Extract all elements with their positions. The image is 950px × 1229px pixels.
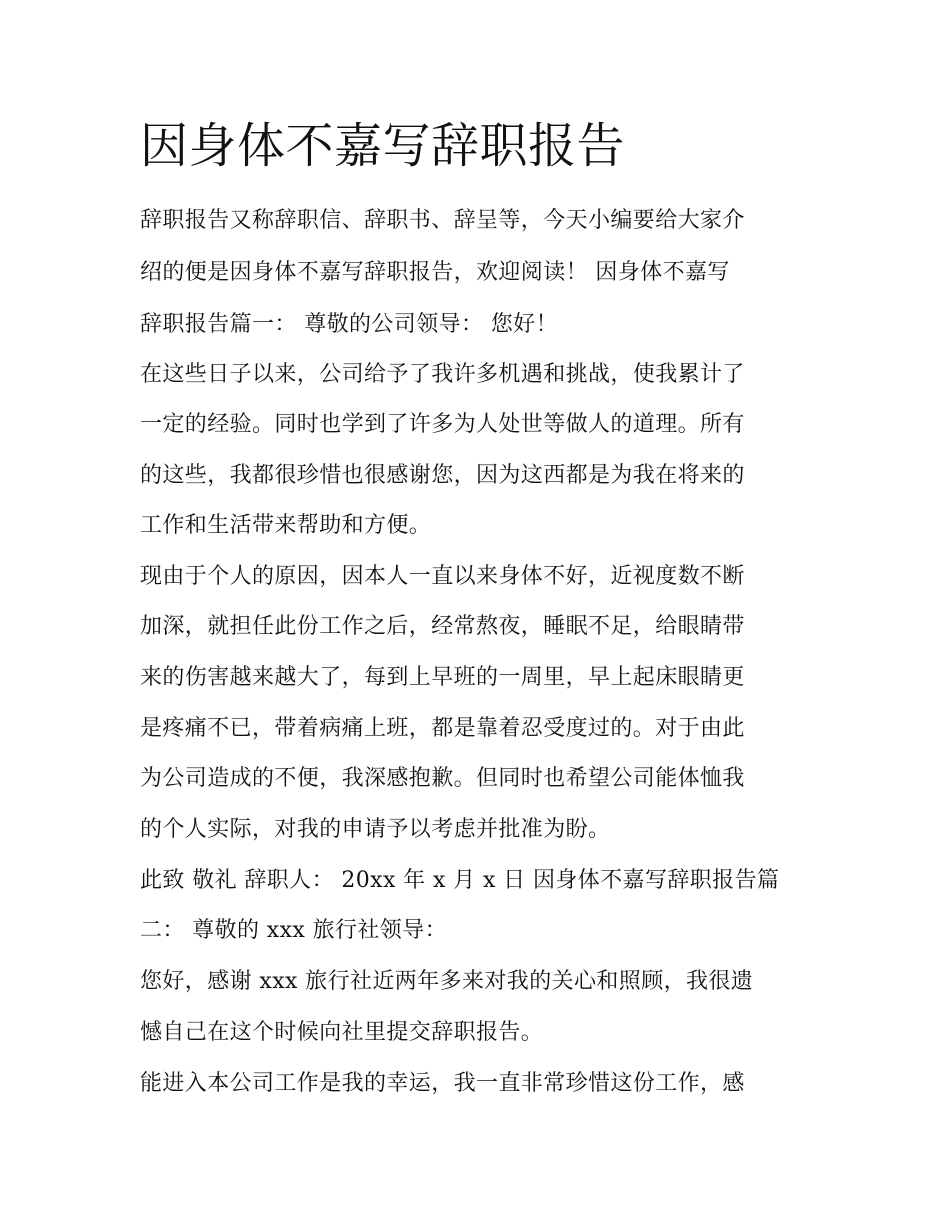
body-line-6: 的这些，我都很珍惜也很感谢您，因为这西都是为我在将来的 <box>140 463 745 488</box>
body-line-7: 工作和生活带来帮助和方便。 <box>140 513 432 538</box>
body-line-3: 辞职报告篇一： 尊敬的公司领导： 您好！ <box>140 312 558 337</box>
body-line-5: 一定的经验。同时也学到了许多为人处世等做人的道理。所有 <box>140 412 745 437</box>
body-line-4: 在这些日子以来，公司给予了我许多机遇和挑战，使我累计了 <box>140 362 745 387</box>
body-line-11: 是疼痛不已，带着病痛上班，都是靠着忍受度过的。对于由此 <box>140 716 745 741</box>
body-line-9: 加深，就担任此份工作之后，经常熬夜，睡眠不足，给眼睛带 <box>140 614 745 639</box>
document-title: 因身体不嘉写辞职报告 <box>140 118 626 174</box>
body-line-16: 您好，感谢 xxx 旅行社近两年多来对我的关心和照顾，我很遗 <box>140 969 754 994</box>
body-line-12: 为公司造成的不便，我深感抱歉。但同时也希望公司能体恤我 <box>140 766 745 791</box>
body-line-14: 此致 敬礼 辞职人： 20xx 年 x 月 x 日 因身体不嘉写辞职报告篇 <box>140 868 780 893</box>
body-line-2: 绍的便是因身体不嘉写辞职报告，欢迎阅读！ 因身体不嘉写 <box>140 260 730 285</box>
body-line-15: 二： 尊敬的 xxx 旅行社领导： <box>140 918 448 943</box>
body-line-17: 憾自己在这个时候向社里提交辞职报告。 <box>140 1020 544 1045</box>
body-line-18: 能进入本公司工作是我的幸运，我一直非常珍惜这份工作，感 <box>140 1071 745 1096</box>
body-line-13: 的个人实际，对我的申请予以考虑并批准为盼。 <box>140 817 611 842</box>
body-line-10: 来的伤害越来越大了，每到上早班的一周里，早上起床眼睛更 <box>140 665 745 690</box>
body-line-8: 现由于个人的原因，因本人一直以来身体不好，近视度数不断 <box>140 564 745 589</box>
body-line-1: 辞职报告又称辞职信、辞职书、辞呈等，今天小编要给大家介 <box>140 208 745 233</box>
